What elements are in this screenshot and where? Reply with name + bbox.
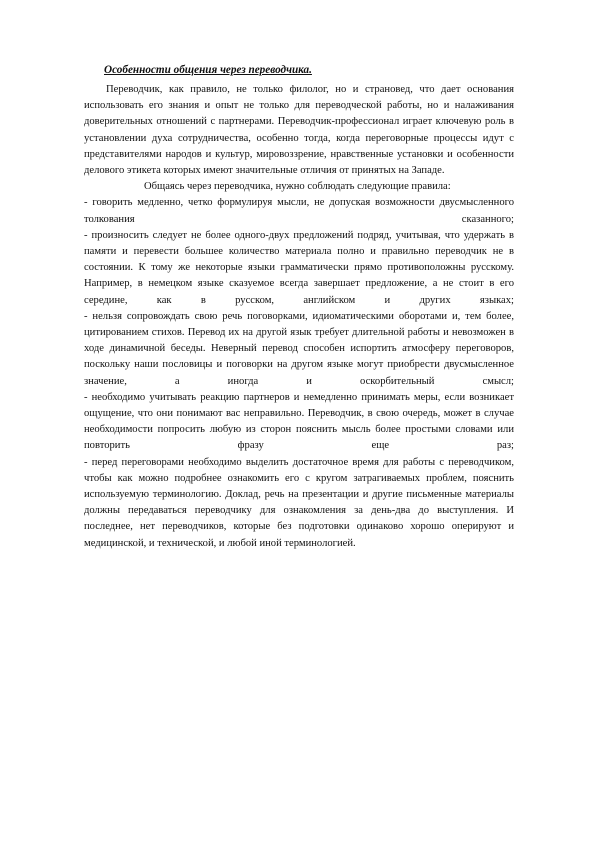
rule-item-short-sentences: - произносить следует не более одного-двух предложений подряд, учитывая, что удержать в памяти и перевести большее количество материала полно и правильно переводчик не в состоянии. К тому же некоторые языки грамматически прямо противоположны русскому. Например, в немецком языке сказуемое всегда завершает предложение, а не стоит в его середине, как в русском, английском и других языках;: [84, 229, 514, 306]
rule-item-no-idioms: - нельзя сопровождать свою речь поговорками, идиоматическими оборотами и, тем более, цитированием стихов. Перевод их на другой язык требует длительной работы и невозможен в ходе динамичной беседы. Неверный перевод способен испортить атмосферу переговоров, поскольку наши пословицы и поговорки на другом языке могут приобрести двусмысленное значение, а иногда и оскорбительный смысл;: [84, 310, 514, 387]
document-page: [84, 62, 514, 552]
rule-item-prepare-translator: - перед переговорами необходимо выделить достаточное время для работы с переводчиком, чтобы как можно подробнее ознакомить его с кругом затрагиваемых проблем, пояснить используемую терминологию. Доклад, речь на презентации и другие письменные материалы должны передаваться переводчику для ознакомления за день-два до выступления. И последнее, нет переводчиков, которые без подготовки одинаково хорошо оперируют и медицинской, и технической, и любой иной терминологией.: [84, 456, 514, 549]
document-title: Особенности общения через переводчика.: [104, 64, 312, 76]
rules-lead: Общаясь через переводчика, нужно соблюдать следующие правила:: [144, 181, 451, 193]
rule-item-speak-slowly: - говорить медленно, четко формулируя мысли, не допуская возможности двусмысленного толкования сказанного;: [84, 197, 514, 225]
rule-item-watch-reaction: - необходимо учитывать реакцию партнеров и немедленно принимать меры, если возникает ощущение, что они понимают вас неправильно. Переводчик, в свою очередь, может в случае необходимости попросить любую из сторон пояснить мысль более простыми словами или повторить фразу еще раз;: [84, 391, 514, 452]
intro-paragraph: Переводчик, как правило, не только филолог, но и страновед, что дает основания использовать его знания и опыт не только для переводческой работы, но и налаживания доверительных отношений с партнерами. Переводчик-профессионал играет ключевую роль в установлении духа сотрудничества, особенно тогда, когда переговорные процессы идут с представителями народов и культур, мировоззрение, нравственные установки и особенности делового этикета которых имеют значительные отличия от принятых на Западе.: [84, 84, 514, 177]
